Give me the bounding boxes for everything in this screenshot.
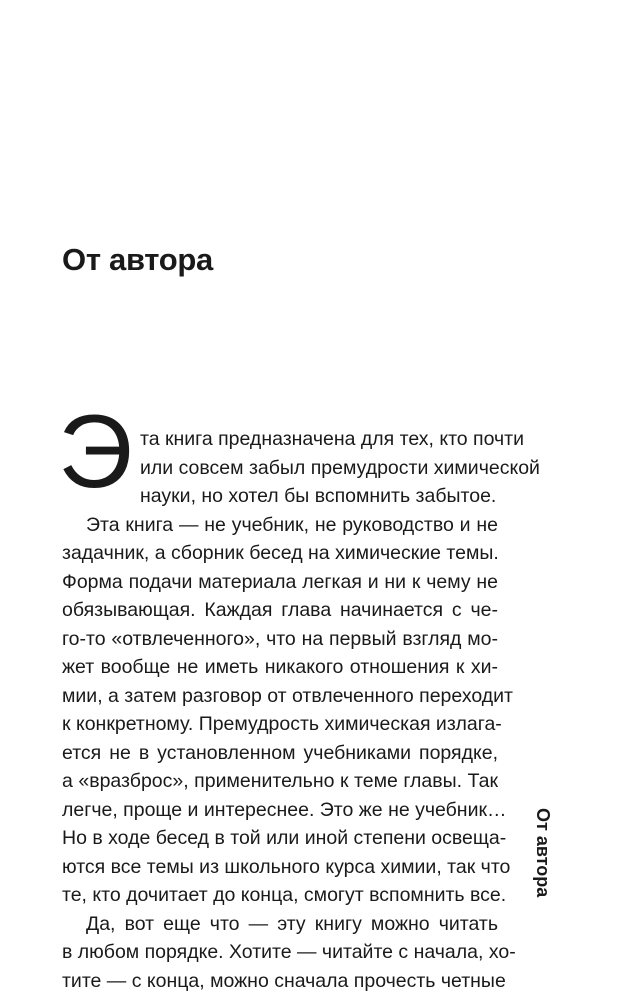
text-line: Но в ходе бесед в той или иной степени освеща-	[62, 827, 507, 849]
text-line: тите — с конца, можно сначала прочесть четные	[62, 969, 506, 992]
body-text	[62, 425, 540, 995]
text-line: или совсем забыл премудрости химической	[140, 456, 540, 479]
text-line: ются все темы из школьного курса химии, так что	[62, 855, 511, 878]
chapter-title: От автора	[62, 242, 213, 277]
text-line: а «вразброс», применительно к теме главы. Так	[62, 770, 498, 792]
text-line: обязывающая. Каждая глава начинается с че-	[62, 599, 498, 621]
text-line: Форма подачи материала легкая и ни к чему не	[62, 570, 498, 593]
text-line: те, кто дочитает до конца, смогут вспомнить все.	[62, 884, 507, 906]
text-line: задачник, а сборник бесед на химические темы.	[62, 542, 499, 564]
text-line: мии, а затем разговор от отвлеченного переходит	[62, 684, 513, 707]
text-line: та книга предназначена для тех, кто почти	[140, 428, 525, 450]
text-line: ется не в установленном учебниками порядке,	[62, 741, 498, 764]
text-line: жет вообще не иметь никакого отношения к хи-	[62, 656, 498, 678]
text-line: го-то «отвлеченного», что на первый взгляд мо-	[62, 627, 498, 650]
text-line: науки, но хотел бы вспомнить забытое.	[140, 485, 497, 507]
text-line: Да, вот еще что — эту книгу можно читать	[86, 912, 498, 935]
running-head: От автора	[533, 808, 553, 898]
text-line: в любом порядке. Хотите — читайте с начала, хо-	[62, 941, 516, 963]
drop-cap: Э	[58, 394, 133, 510]
text-line: легче, проще и интереснее. Это же не учебник…	[62, 798, 507, 821]
text-line: Эта книга — не учебник, не руководство и не	[86, 513, 498, 536]
text-line: к конкретному. Премудрость химическая излага-	[62, 713, 502, 735]
